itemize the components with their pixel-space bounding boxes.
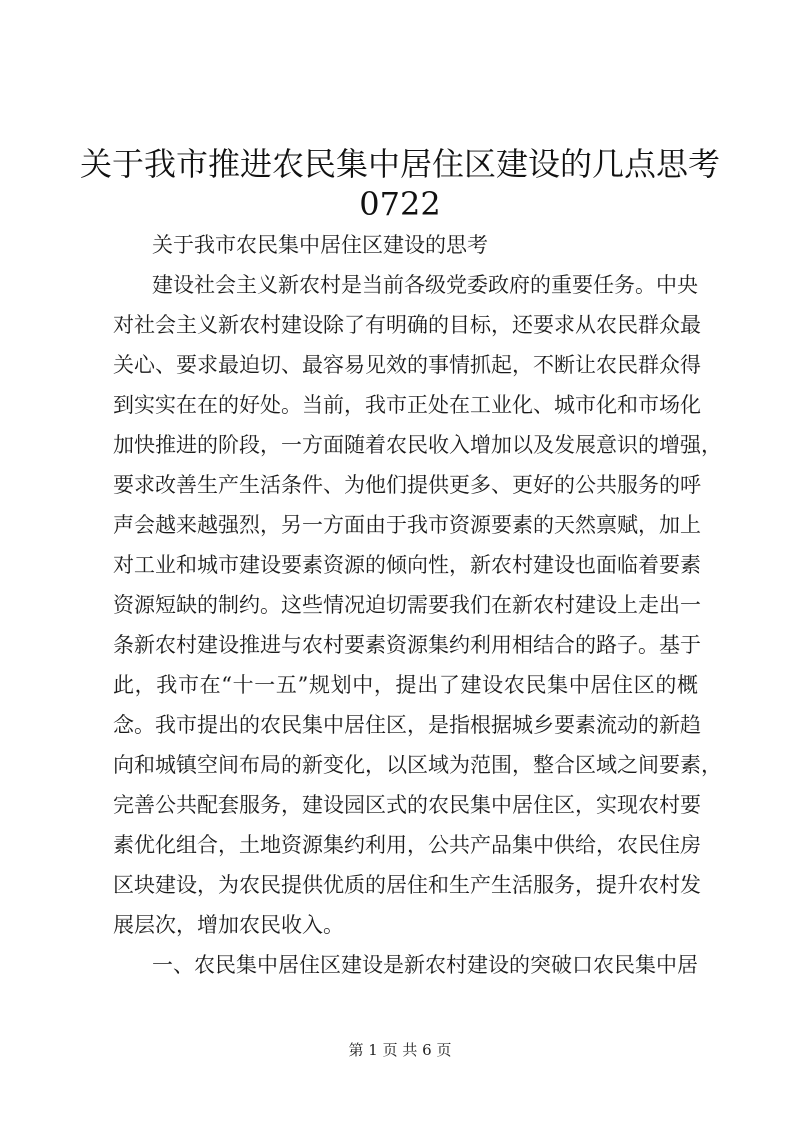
paragraph-line: 展层次，增加农民收入。	[113, 913, 344, 937]
paragraph-line: 资源短缺的制约。这些情况迫切需要我们在新农村建设上走出一	[113, 593, 701, 617]
paragraph-line: 到实实在在的好处。当前，我市正处在工业化、城市化和市场化	[113, 393, 701, 417]
paragraph-line: 对社会主义新农村建设除了有明确的目标，还要求从农民群众最	[113, 313, 701, 337]
paragraph-line: 条新农村建设推进与农村要素资源集约利用相结合的路子。基于	[113, 633, 701, 657]
paragraph-line: 关心、要求最迫切、最容易见效的事情抓起，不断让农民群众得	[113, 353, 701, 377]
paragraph-line: 区块建设，为农民提供优质的居住和生产生活服务，提升农村发	[113, 873, 701, 897]
paragraph-line: 向和城镇空间布局的新变化，以区域为范围，整合区域之间要素，	[113, 753, 722, 777]
paragraph-line: 念。我市提出的农民集中居住区，是指根据城乡要素流动的新趋	[113, 713, 701, 737]
paragraph-line: 声会越来越强烈，另一方面由于我市资源要素的天然禀赋，加上	[113, 513, 701, 537]
paragraph-line: 对工业和城市建设要素资源的倾向性，新农村建设也面临着要素	[113, 553, 701, 577]
paragraph-line: 要求改善生产生活条件、为他们提供更多、更好的公共服务的呼	[113, 473, 701, 497]
page-footer: 第 1 页 共 6 页	[348, 1041, 452, 1059]
paragraph-line: 素优化组合，土地资源集约利用，公共产品集中供给，农民住房	[113, 833, 701, 857]
paragraph-line: 完善公共配套服务，建设园区式的农民集中居住区，实现农村要	[113, 793, 701, 817]
paragraph-line: 建设社会主义新农村是当前各级党委政府的重要任务。中央	[152, 273, 698, 297]
paragraph-line: 此，我市在“十一五”规划中，提出了建设农民集中居住区的概	[113, 673, 698, 697]
paragraph-line: 加快推进的阶段，一方面随着农民收入增加以及发展意识的增强，	[113, 433, 722, 457]
subtitle-line: 关于我市农民集中居住区建设的思考	[152, 233, 488, 257]
document-title-code: 0722	[359, 185, 441, 223]
document-title: 关于我市推进农民集中居住区建设的几点思考	[79, 145, 720, 183]
section-heading-line: 一、农民集中居住区建设是新农村建设的突破口农民集中居	[152, 953, 698, 977]
